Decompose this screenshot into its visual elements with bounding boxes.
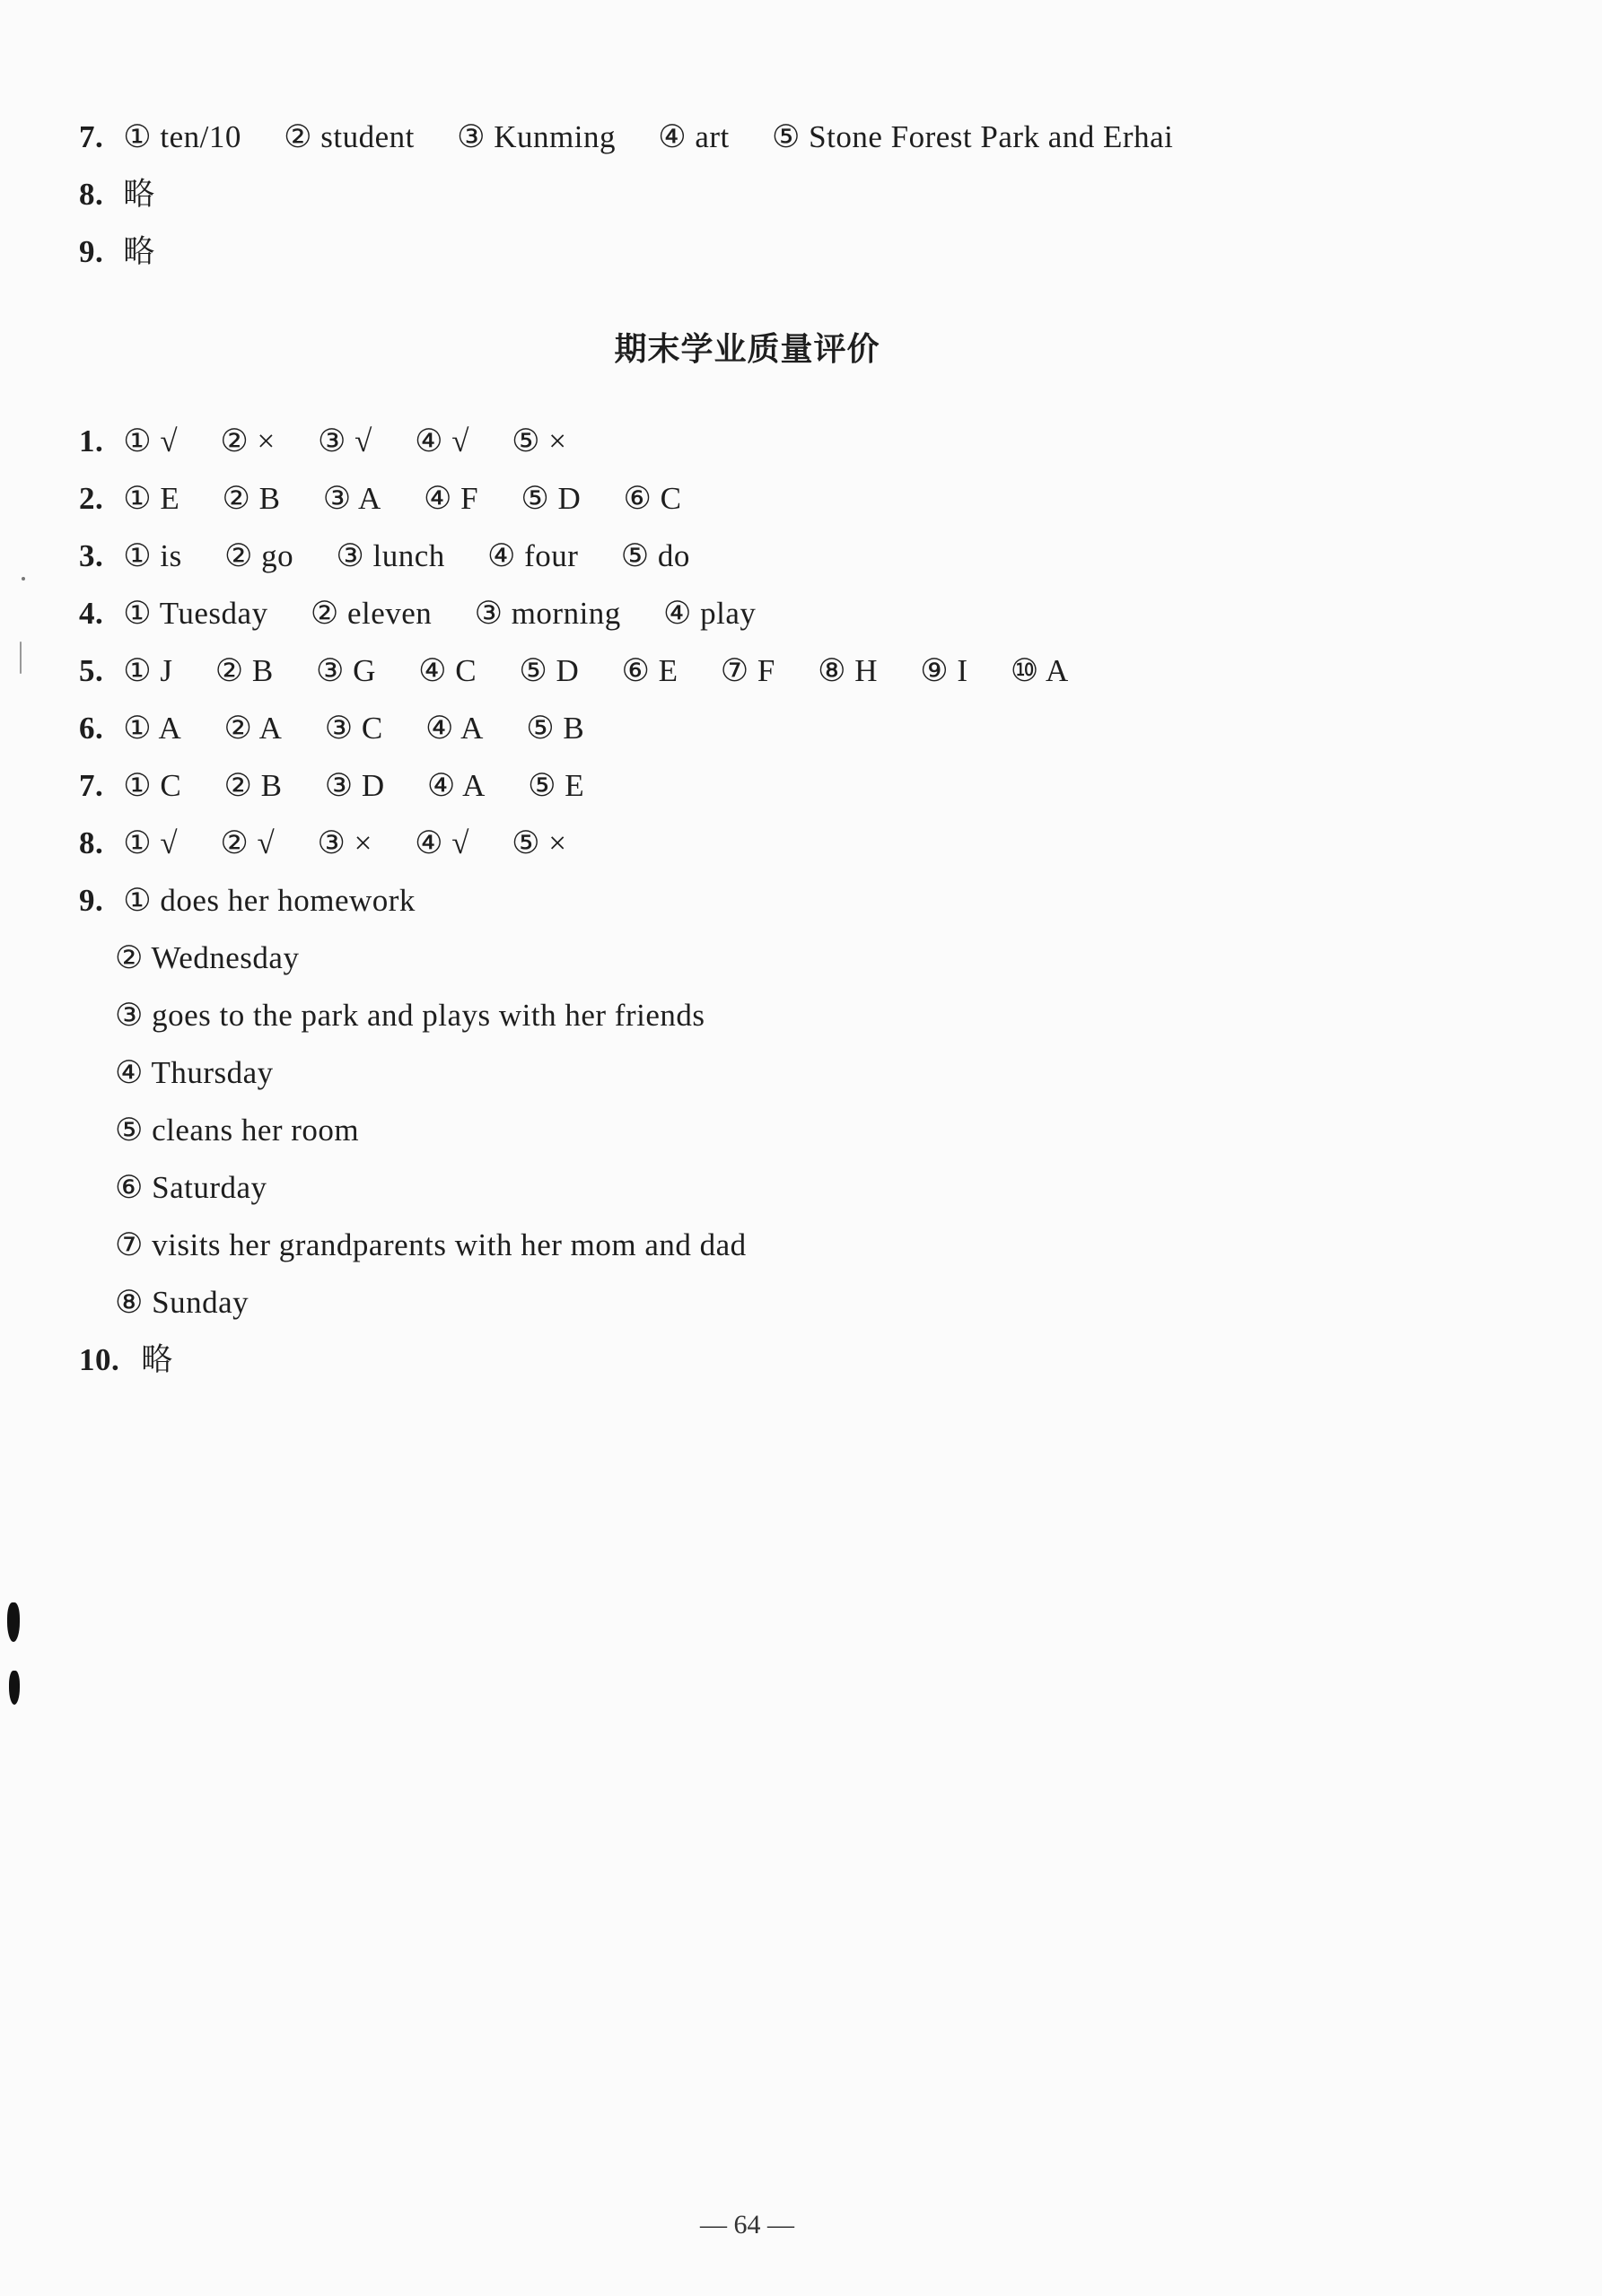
answer-item: ④ F: [423, 481, 479, 516]
answer-item: ① E: [123, 481, 180, 516]
answer-item: ⑤ do: [620, 538, 690, 573]
answer-item: 略: [123, 234, 155, 269]
question-number: 9.: [79, 234, 104, 269]
answer-line-6: [79, 709, 618, 748]
answer-item: ④ play: [663, 596, 757, 631]
answer-item: ③ A: [322, 481, 381, 516]
section-heading: 期末学业质量评价: [614, 330, 880, 368]
question-number: 4.: [79, 596, 104, 631]
answer-item: ① is: [123, 538, 182, 573]
answer-item: ⑤ D: [521, 481, 582, 516]
answer-item: ④ √: [415, 825, 469, 860]
sub-answer: ⑦ visits her grandparents with her mom and dad: [115, 1227, 747, 1262]
answer-item: ② B: [222, 481, 281, 516]
answer-item: ⑨ I: [920, 653, 968, 688]
answer-line-2: [79, 479, 715, 519]
answer-line-8: [79, 824, 601, 863]
answer-line-4: [79, 594, 790, 633]
sub-answer: ③ goes to the park and plays with her friends: [115, 998, 705, 1033]
answer-item: ⑤ Stone Forest Park and Erhai: [772, 119, 1174, 154]
answer-item: ⑤ ×: [512, 423, 567, 458]
question-number: 10.: [79, 1342, 120, 1377]
answer-item: ② go: [223, 538, 294, 573]
answer-item: ③ Kunming: [457, 119, 616, 154]
answer-item: ④ √: [415, 423, 469, 458]
answer-item: ⑤ B: [526, 711, 585, 746]
answer-item: ⑥ C: [623, 481, 682, 516]
answer-line-9: [79, 881, 416, 921]
answer-item: ① √: [123, 423, 179, 458]
answer-item: ① ten/10: [123, 119, 241, 154]
answer-line-top-9: [79, 232, 155, 272]
answer-item: ② B: [223, 768, 283, 803]
question-number: 7.: [79, 119, 104, 154]
question-number: 5.: [79, 653, 104, 688]
answer-item: 略: [123, 177, 155, 212]
answer-line-3: [79, 537, 724, 576]
answer-line-top-8: [79, 175, 155, 214]
answer-item: ① A: [123, 711, 182, 746]
answer-item: 略: [141, 1342, 173, 1377]
answer-item: ③ morning: [474, 596, 621, 631]
answer-item: ① √: [123, 825, 179, 860]
answer-item: ⑦ F: [720, 653, 775, 688]
answer-item: ④ four: [487, 538, 579, 573]
answer-item: ⑤ D: [519, 653, 580, 688]
answer-item: ⑤ ×: [512, 825, 567, 860]
binding-mark: [7, 1602, 20, 1642]
answer-line-1: [79, 422, 601, 461]
scan-speck: [20, 642, 22, 674]
answer-line-top-7: [79, 118, 1207, 157]
sub-answer: ⑤ cleans her room: [115, 1113, 360, 1148]
sub-answer: ④ Thursday: [115, 1055, 274, 1090]
question-number: 7.: [79, 768, 104, 803]
question-number: 3.: [79, 538, 104, 573]
answer-item: ⑤ E: [528, 768, 585, 803]
sub-answer: ⑥ Saturday: [115, 1170, 267, 1205]
scan-speck: [22, 577, 25, 581]
answer-line-5: [79, 651, 1103, 691]
answer-item: ④ A: [425, 711, 484, 746]
question-number: 6.: [79, 711, 104, 746]
answer-item: ⑥ E: [621, 653, 678, 688]
answer-item: ③ C: [324, 711, 383, 746]
answer-item: ① C: [123, 768, 182, 803]
answer-item: ② student: [284, 119, 415, 154]
answer-line-10: [79, 1340, 173, 1380]
answer-item: ⑩ A: [1010, 653, 1069, 688]
answer-item: ③ √: [317, 423, 372, 458]
answer-item: ③ D: [324, 768, 385, 803]
answer-item: ① Tuesday: [123, 596, 268, 631]
answer-item: ② eleven: [310, 596, 433, 631]
answer-line-7: [79, 766, 618, 806]
question-number: 2.: [79, 481, 104, 516]
answer-item: ① J: [123, 653, 173, 688]
binding-mark: [9, 1671, 20, 1705]
page-number: — 64 —: [700, 2210, 794, 2239]
answer-item: ② A: [223, 711, 283, 746]
question-number: 8.: [79, 177, 104, 212]
sub-answer: ⑧ Sunday: [115, 1285, 249, 1320]
sub-answer: ② Wednesday: [115, 940, 300, 975]
answer-item: ③ G: [315, 653, 376, 688]
answer-item: ④ art: [658, 119, 730, 154]
answer-item: ② ×: [220, 423, 276, 458]
answer-item: ③ ×: [317, 825, 372, 860]
answer-item: ③ lunch: [336, 538, 445, 573]
question-number: 9.: [79, 883, 104, 918]
answer-item: ④ A: [426, 768, 486, 803]
answer-item: ② B: [214, 653, 274, 688]
answer-item: ⑧ H: [818, 653, 879, 688]
answer-item: ① does her homework: [123, 883, 416, 918]
question-number: 1.: [79, 423, 104, 458]
answer-item: ④ C: [418, 653, 477, 688]
question-number: 8.: [79, 825, 104, 860]
answer-item: ② √: [220, 825, 276, 860]
